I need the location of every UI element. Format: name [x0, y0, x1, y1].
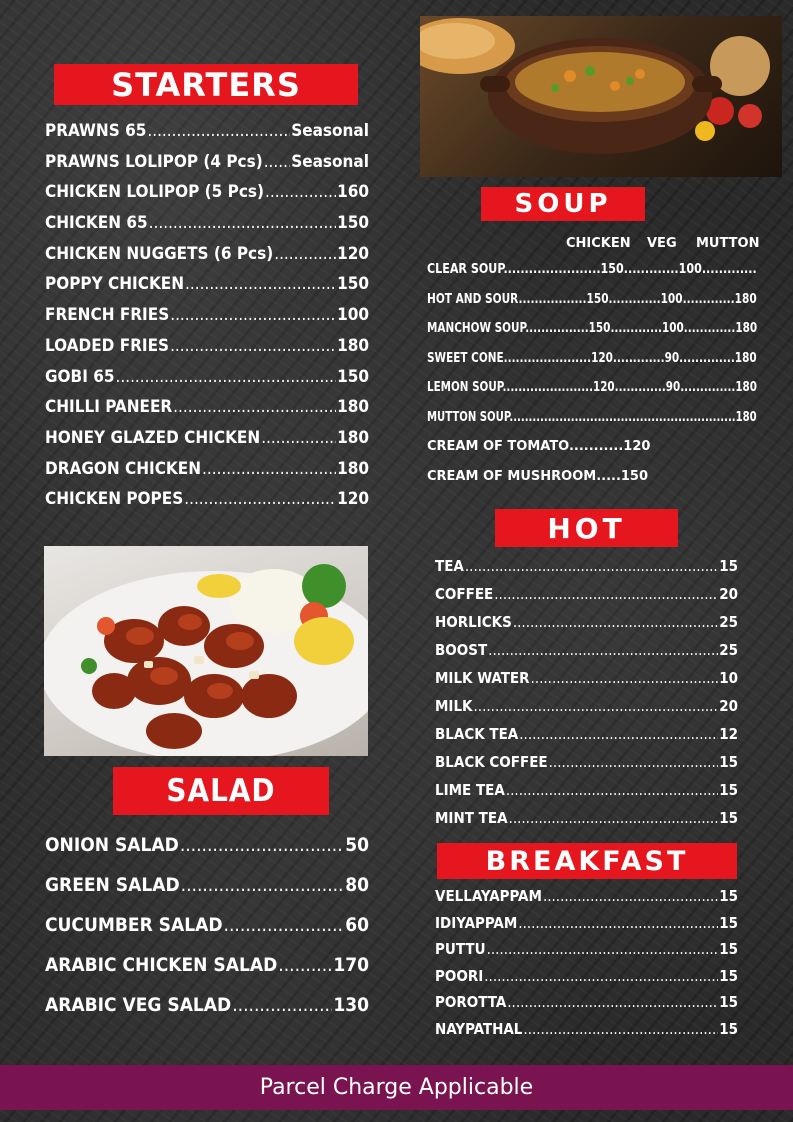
starters-menu-item — [45, 367, 369, 398]
item-name: POORI — [435, 966, 484, 985]
item-name: CHICKEN LOLIPOP (5 Pcs) — [45, 182, 264, 203]
item-name: VELLAYAPPAM — [435, 887, 542, 905]
hot-menu-item — [435, 585, 738, 613]
item-name: CHICKEN POPES — [45, 489, 184, 510]
item-name: BLACK COFFEE — [435, 753, 548, 771]
soup-banner — [481, 187, 645, 221]
dot-leader — [474, 697, 719, 715]
starters-menu-item — [45, 305, 369, 336]
item-price: 20 — [719, 697, 738, 715]
dot-leader — [185, 274, 336, 294]
starters-list — [45, 121, 369, 520]
item-name: HONEY GLAZED CHICKEN — [45, 427, 261, 448]
hot-menu-item — [435, 725, 738, 753]
breakfast-title: BREAKFAST — [485, 845, 689, 877]
item-name: FRENCH FRIES — [45, 305, 170, 326]
breakfast-list — [435, 887, 738, 1046]
salad-list — [45, 834, 369, 1034]
dot-leader — [261, 428, 336, 448]
dot-leader — [170, 305, 336, 325]
parcel-charge-note: Parcel Charge Applicable — [259, 1075, 534, 1100]
dot-leader — [170, 336, 336, 356]
item-name: ARABIC VEG SALAD — [45, 994, 232, 1016]
item-price: 170 — [333, 954, 369, 976]
chicken-dish-illustration — [44, 546, 368, 756]
starters-menu-item — [45, 397, 369, 428]
salad-menu-item — [45, 954, 369, 994]
dot-leader — [506, 781, 718, 799]
item-name: CHICKEN 65 — [45, 213, 148, 234]
dot-leader — [116, 367, 337, 387]
dot-leader — [202, 459, 336, 479]
soup-menu-item: CLEAR SOUP.......................150.............100............. — [427, 262, 757, 277]
item-name: COFFEE — [435, 585, 494, 603]
item-name: PUTTU — [435, 940, 486, 958]
breakfast-menu-item — [435, 914, 738, 941]
item-price: 120 — [337, 489, 369, 510]
item-price: 50 — [345, 834, 369, 856]
item-name: LIME TEA — [435, 781, 505, 799]
breakfast-menu-item — [435, 967, 738, 994]
dot-leader — [494, 585, 718, 603]
dot-leader — [181, 874, 345, 896]
chicken-dish-photo — [44, 546, 368, 756]
starters-menu-item — [45, 274, 369, 305]
dot-leader — [487, 940, 719, 958]
starters-menu-item — [45, 213, 369, 244]
dot-leader — [549, 753, 719, 771]
item-name: CHICKEN NUGGETS (6 Pcs) — [45, 243, 274, 264]
item-name: DRAGON CHICKEN — [45, 458, 202, 479]
soup-menu-item: SWEET CONE......................120.............90..............180 — [427, 350, 757, 366]
starters-menu-item — [45, 152, 369, 183]
starters-banner — [54, 64, 358, 105]
dot-leader — [488, 641, 718, 659]
item-price: 15 — [719, 809, 738, 827]
item-name: BLACK TEA — [435, 725, 519, 743]
hot-menu-item — [435, 781, 738, 809]
item-price: 25 — [719, 613, 738, 631]
item-name: NAYPATHAL — [435, 1019, 523, 1038]
breakfast-menu-item — [435, 1020, 738, 1047]
soup-menu-item: HOT AND SOUR.................150.............100.............180 — [427, 291, 757, 307]
soup-menu-item: CREAM OF MUSHROOM.....150 — [427, 468, 649, 484]
dot-leader — [232, 994, 332, 1016]
starters-menu-item — [45, 459, 369, 490]
hot-list — [435, 557, 738, 837]
item-price: 160 — [337, 182, 369, 203]
item-name: ARABIC CHICKEN SALAD — [45, 954, 278, 976]
item-name: CUCUMBER SALAD — [45, 914, 223, 936]
hot-menu-item — [435, 753, 738, 781]
item-price: 60 — [345, 914, 369, 936]
dot-leader — [180, 834, 344, 856]
salad-banner — [113, 767, 329, 815]
item-name: MILK WATER — [435, 669, 530, 687]
soup-menu-item: LEMON SOUP.......................120.............90..............180 — [427, 380, 757, 395]
starters-menu-item — [45, 182, 369, 213]
hot-menu-item — [435, 557, 738, 585]
soup-menu-item: MANCHOW SOUP................150.............100.............180 — [427, 321, 758, 336]
item-price: 15 — [719, 940, 738, 958]
item-price: 80 — [345, 874, 369, 896]
item-name: PRAWNS 65 — [45, 121, 147, 141]
dot-leader — [147, 121, 290, 141]
item-price: 150 — [337, 274, 369, 295]
soup-bowl-illustration — [420, 16, 782, 177]
starters-menu-item — [45, 489, 369, 520]
hot-menu-item — [435, 613, 738, 641]
item-name: POPPY CHICKEN — [45, 274, 185, 295]
starters-title: STARTERS — [111, 65, 301, 104]
item-price: 100 — [337, 305, 369, 326]
soup-title: SOUP — [514, 189, 612, 219]
hot-title: HOT — [547, 511, 626, 545]
salad-menu-item — [45, 874, 369, 914]
salad-menu-item — [45, 994, 369, 1034]
starters-menu-item — [45, 121, 369, 152]
item-price: 15 — [719, 993, 738, 1011]
item-price: 180 — [337, 397, 369, 418]
item-price: 150 — [337, 366, 369, 387]
dot-leader — [278, 954, 332, 976]
dot-leader — [513, 613, 718, 631]
soup-menu-item: CREAM OF TOMATO...........120 — [427, 439, 651, 454]
salad-title: SALAD — [166, 773, 276, 809]
item-price: 10 — [719, 669, 738, 687]
item-price: 15 — [719, 781, 738, 799]
dot-leader — [523, 1020, 718, 1038]
item-name: MILK — [435, 697, 473, 715]
item-name: ONION SALAD — [45, 834, 179, 856]
dot-leader — [224, 914, 345, 936]
item-price: 130 — [333, 994, 369, 1016]
item-name: GREEN SALAD — [45, 874, 180, 896]
soup-menu-item: MUTTON SOUP...........................................................180 — [427, 409, 757, 425]
footer-bar — [0, 1065, 793, 1110]
dot-leader — [264, 152, 291, 172]
item-name: GOBI 65 — [45, 366, 115, 387]
salad-menu-item — [45, 834, 369, 874]
salad-menu-item — [45, 914, 369, 954]
item-price: 15 — [719, 557, 738, 575]
dot-leader — [531, 669, 719, 687]
item-price: 15 — [719, 966, 738, 985]
item-name: MINT TEA — [435, 809, 508, 827]
item-price: 25 — [719, 641, 738, 659]
dot-leader — [465, 557, 718, 575]
dot-leader — [507, 993, 718, 1011]
hot-menu-item — [435, 809, 738, 837]
dot-leader — [518, 914, 718, 932]
item-name: HORLICKS — [435, 613, 512, 631]
dot-leader — [265, 182, 336, 202]
dot-leader — [173, 397, 336, 417]
item-name: CHILLI PANEER — [45, 397, 173, 418]
dot-leader — [519, 725, 718, 743]
item-name: IDIYAPPAM — [435, 913, 518, 932]
breakfast-menu-item — [435, 887, 738, 914]
item-price: 15 — [719, 753, 738, 771]
item-price: 20 — [719, 585, 738, 603]
dot-leader — [509, 809, 719, 827]
dot-leader — [274, 244, 336, 264]
item-price: 180 — [337, 458, 369, 479]
item-name: TEA — [435, 557, 464, 575]
item-name: BOOST — [435, 641, 488, 659]
starters-menu-item — [45, 428, 369, 459]
item-price: 180 — [337, 427, 369, 448]
soup-column-veg: VEG — [647, 236, 677, 251]
item-price: 120 — [337, 243, 369, 264]
soup-column-mutton: MUTTON — [696, 236, 760, 251]
hot-banner — [495, 509, 678, 547]
dot-leader — [184, 489, 336, 509]
hot-menu-item — [435, 641, 738, 669]
item-name: POROTTA — [435, 993, 507, 1011]
item-name: LOADED FRIES — [45, 335, 170, 356]
hot-menu-item — [435, 669, 738, 697]
dot-leader — [543, 887, 718, 905]
breakfast-menu-item — [435, 993, 738, 1020]
item-price: 180 — [337, 335, 369, 356]
starters-menu-item — [45, 336, 369, 367]
item-price: 150 — [337, 213, 369, 234]
soup-column-chicken: CHICKEN — [566, 236, 631, 251]
dot-leader — [149, 213, 336, 233]
item-price: 15 — [719, 887, 738, 905]
item-name: PRAWNS LOLIPOP (4 Pcs) — [45, 151, 263, 172]
breakfast-menu-item — [435, 940, 738, 967]
dot-leader — [484, 967, 718, 985]
starters-menu-item — [45, 244, 369, 275]
breakfast-banner — [437, 843, 737, 879]
item-price: 15 — [719, 913, 738, 932]
item-price: 12 — [719, 725, 738, 743]
item-price: Seasonal — [291, 151, 369, 172]
item-price: Seasonal — [291, 121, 369, 141]
soup-bowl-photo — [420, 16, 782, 177]
hot-menu-item — [435, 697, 738, 725]
item-price: 15 — [719, 1019, 738, 1038]
